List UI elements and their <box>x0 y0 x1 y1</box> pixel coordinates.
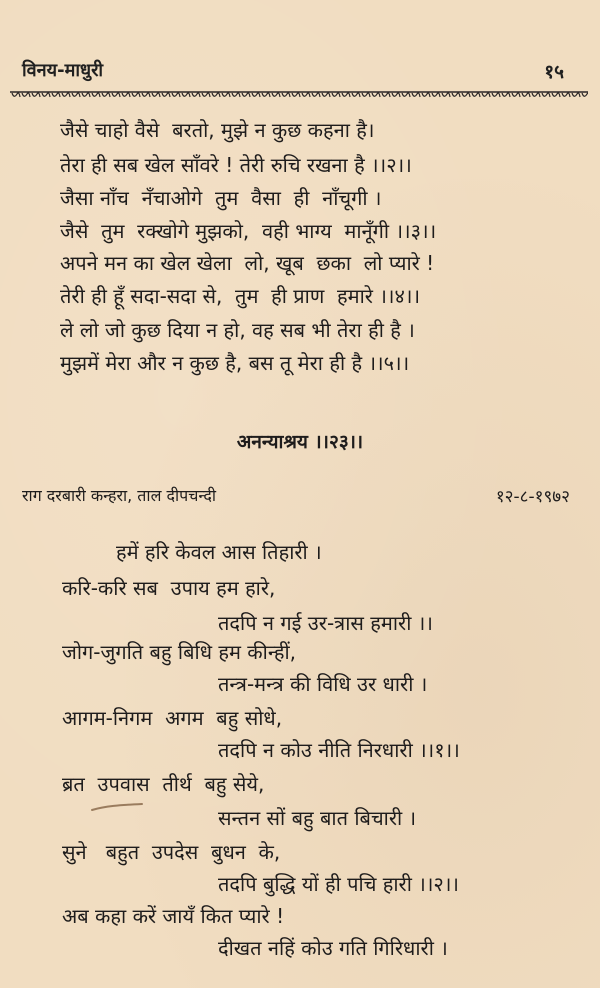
ornament-motif <box>102 93 110 97</box>
poem2-line-13: दीखत नहिं कोउ गति गिरिधारी । <box>218 936 448 960</box>
poem2-line-3: तदपि न गई उर-त्रास हमारी ।। <box>218 611 433 635</box>
page-number: १५ <box>544 61 564 83</box>
ornament-motif <box>172 93 180 97</box>
running-title: विनय-माधुरी <box>22 60 104 81</box>
ornament-motif <box>152 93 160 97</box>
ornament-motif <box>312 93 320 97</box>
ornament-motif <box>322 93 330 97</box>
poem1-line-1: जैसे चाहो वैसे बरतो, मुझे न कुछ कहना है। <box>60 118 375 142</box>
ornament-motif <box>92 93 100 97</box>
poem1-line-3: जैसा नाँच नँचाओगे तुम वैसा ही नाँचूगी । <box>60 186 382 210</box>
ornamental-border <box>10 90 588 102</box>
ornament-motif <box>112 93 120 97</box>
ornament-motif <box>182 93 190 97</box>
ornament-motif <box>212 93 220 97</box>
poem1-line-7: ले लो जो कुछ दिया न हो, वह सब भी तेरा ही है । <box>60 318 415 342</box>
ornament-motif <box>62 93 70 97</box>
ornament-motif <box>442 93 450 97</box>
poem2-line-8: ब्रत उपवास तीर्थ बहु सेये, <box>62 772 265 796</box>
ornament-motif <box>372 93 380 97</box>
ornament-motif <box>242 93 250 97</box>
poem2-line-10: सुने बहुत उपदेस बुधन के, <box>62 840 281 864</box>
ornament-motif <box>332 93 340 97</box>
pencil-mark <box>90 800 150 816</box>
ornament-motif <box>422 93 430 97</box>
section-heading: अनन्याश्रय ।।२३।। <box>236 431 364 453</box>
ornament-motif <box>502 93 510 97</box>
ornament-motif <box>42 93 50 97</box>
ornament-motif <box>432 93 440 97</box>
poem2-line-2: करि-करि सब उपाय हम हारे, <box>62 576 276 600</box>
ornament-motif <box>462 93 470 97</box>
ornament-motif <box>272 93 280 97</box>
ornament-motif <box>72 93 80 97</box>
ornament-motif <box>32 93 40 97</box>
poem1-line-5: अपने मन का खेल खेला लो, खूब छका लो प्यारे ! <box>60 251 435 275</box>
poem2-line-9: सन्तन सों बहु बात बिचारी । <box>218 806 417 830</box>
ornament-motif <box>472 93 480 97</box>
ornament-motif <box>252 93 260 97</box>
ornament-motif <box>392 93 400 97</box>
poem2-line-6: आगम-निगम अगम बहु सोधे, <box>62 706 283 730</box>
poem2-line-7: तदपि न कोउ नीति निरधारी ।।१।। <box>218 738 460 762</box>
ornament-motif <box>362 93 370 97</box>
ornament-graphic <box>10 90 588 102</box>
ornament-motif <box>542 93 550 97</box>
ornament-motif <box>522 93 530 97</box>
poem2-line-5: तन्त्र-मन्त्र की विधि उर धारी । <box>218 672 428 696</box>
page-header <box>22 58 578 88</box>
ornament-motif <box>232 93 240 97</box>
ornament-motif <box>82 93 90 97</box>
ornament-motif <box>452 93 460 97</box>
ornament-motif <box>352 93 360 97</box>
poem2-line-1: हमें हरि केवल आस तिहारी । <box>116 540 322 564</box>
ornament-motif <box>282 93 290 97</box>
ornament-motif <box>22 93 30 97</box>
composition-date: १२-८-१९७२ <box>495 487 570 507</box>
ornament-motif <box>572 93 580 97</box>
ornament-motif <box>52 93 60 97</box>
poem1-line-2: तेरा ही सब खेल साँवरे ! तेरी रुचि रखना है ।।२।। <box>60 153 412 177</box>
ornament-motif <box>202 93 210 97</box>
poem2-line-11: तदपि बुद्धि यों ही पचि हारी ।।२।। <box>218 872 459 896</box>
ornament-motif <box>582 93 588 97</box>
ornament-motif <box>402 93 410 97</box>
ornament-motif <box>412 93 420 97</box>
ornament-motif <box>222 93 230 97</box>
ornament-motif <box>12 93 20 97</box>
ornament-motif <box>122 93 130 97</box>
ornament-motif <box>552 93 560 97</box>
ornament-motif <box>562 93 570 97</box>
ornament-motif <box>162 93 170 97</box>
poem1-line-6: तेरी ही हूँ सदा-सदा से, तुम ही प्राण हमारे ।।४।। <box>60 284 421 308</box>
poem2-line-12: अब कहा करें जायँ कित प्यारे ! <box>62 904 285 928</box>
poem2-line-4: जोग-जुगति बहु बिधि हम कीन्हीं, <box>62 640 296 664</box>
ornament-motif <box>342 93 350 97</box>
ornament-motif <box>292 93 300 97</box>
ornament-motif <box>132 93 140 97</box>
raga-tala-line: राग दरबारी कन्हरा, ताल दीपचन्दी <box>22 486 216 505</box>
ornament-motif <box>532 93 540 97</box>
ornament-motif <box>262 93 270 97</box>
poem1-line-4: जैसे तुम रक्खोगे मुझको, वही भाग्य मानूँगी ।।३।। <box>60 219 437 243</box>
ornament-motif <box>142 93 150 97</box>
ornament-motif <box>382 93 390 97</box>
ornament-motif <box>512 93 520 97</box>
ornament-motif <box>302 93 310 97</box>
poem1-line-8: मुझमें मेरा और न कुछ है, बस तू मेरा ही है ।।५।। <box>60 351 410 375</box>
ornament-motif <box>192 93 200 97</box>
ornament-motif <box>492 93 500 97</box>
ornament-motif <box>482 93 490 97</box>
